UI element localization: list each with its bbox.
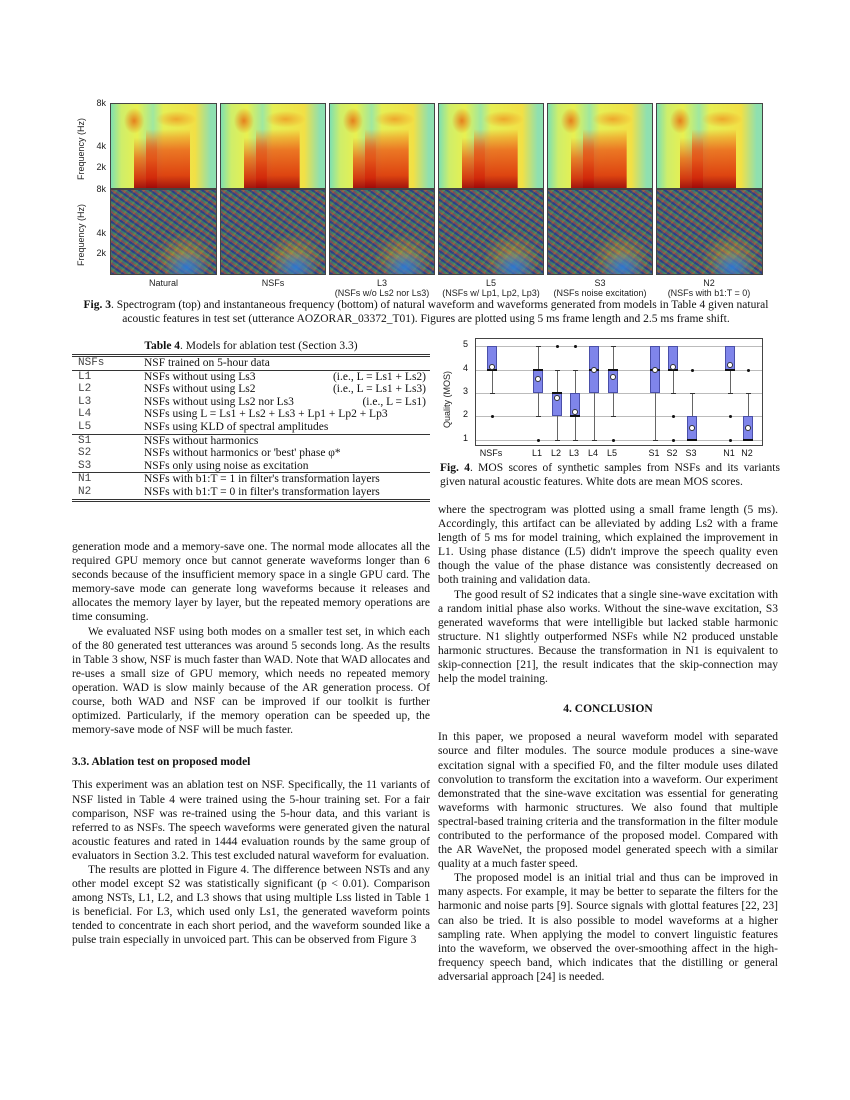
whisker-cap bbox=[536, 416, 541, 417]
outlier-dot bbox=[672, 439, 675, 442]
spectrogram-s3 bbox=[547, 103, 653, 189]
fig3-top-ylabel: Frequency (Hz) bbox=[76, 117, 86, 180]
fig3-caption bbox=[72, 298, 780, 326]
spectrogram-natural bbox=[110, 103, 217, 189]
fig4-caption-label: Fig. 4 bbox=[440, 462, 470, 474]
gridline bbox=[476, 393, 762, 394]
outlier-dot bbox=[672, 415, 675, 418]
table4-caption: Table 4. Models for ablation test (Section 3.3) bbox=[144, 340, 358, 352]
median-line bbox=[725, 369, 735, 371]
table-4 bbox=[72, 340, 430, 502]
whisker-cap bbox=[653, 440, 658, 441]
fig3-caption-label: Fig. 3 bbox=[83, 299, 111, 311]
table-row: L2 NSFs without using Ls2 (i.e., L = Ls1 + Ls3) bbox=[78, 383, 426, 396]
panel-label: L3 (NSFs w/o Ls2 nor Ls3) bbox=[334, 278, 430, 298]
instfreq-n2 bbox=[656, 189, 763, 275]
xtick: NSFs bbox=[479, 448, 503, 458]
ytick: 8k bbox=[96, 98, 106, 108]
instfreq-l3 bbox=[329, 189, 435, 275]
fig4-plot-area bbox=[475, 338, 763, 446]
xtick: S2 bbox=[666, 448, 678, 458]
whisker-cap bbox=[490, 393, 495, 394]
xtick: L5 bbox=[606, 448, 617, 458]
outlier-dot bbox=[491, 415, 494, 418]
left-column bbox=[72, 540, 430, 948]
xtick: N1 bbox=[723, 448, 735, 458]
outlier-dot bbox=[691, 369, 694, 372]
ytick: 4k bbox=[96, 228, 106, 238]
whisker-cap bbox=[671, 393, 676, 394]
ytick: 4k bbox=[96, 141, 106, 151]
xtick: L3 bbox=[568, 448, 579, 458]
whisker-cap bbox=[555, 370, 560, 371]
fig4-caption bbox=[440, 461, 780, 489]
mean-dot bbox=[535, 376, 541, 382]
fig3-bottom-ylabel: Frequency (Hz) bbox=[76, 203, 86, 266]
panel-label: L5 (NSFs w/ Lp1, Lp2, Lp3) bbox=[442, 278, 540, 298]
ytick: 2k bbox=[96, 248, 106, 258]
whisker-cap bbox=[573, 370, 578, 371]
instfreq-s3 bbox=[547, 189, 653, 275]
xtick: L1 bbox=[531, 448, 542, 458]
spectrogram-l3 bbox=[329, 103, 435, 189]
ytick: 1 bbox=[462, 432, 468, 443]
mean-dot bbox=[591, 367, 597, 373]
panel-label: N2 (NSFs with b1:T = 0) bbox=[667, 278, 751, 298]
xtick: L2 bbox=[550, 448, 561, 458]
mean-dot bbox=[727, 362, 733, 368]
mean-dot bbox=[610, 374, 616, 380]
median-line bbox=[570, 415, 580, 417]
whisker-cap bbox=[555, 440, 560, 441]
spectrogram-nsfs bbox=[220, 103, 326, 189]
instfreq-l5 bbox=[438, 189, 544, 275]
paragraph: The results are plotted in Figure 4. The difference between NSTs and any other model except S2 was statistically significant (p < 0.01). Comparison among NSTs, L1, L2, and L3 shows that using multiple Lss listed in Table 1 is beneficial. For L3, which used only Ls1, the generated waveform points tended to concentrate in each short period, and the waveform sounded like a pulse train especially in unvoiced part. This can be observed from Figure 3 bbox=[72, 863, 430, 947]
median-line bbox=[743, 439, 753, 441]
panel-label: Natural bbox=[148, 278, 178, 288]
outlier-dot bbox=[612, 439, 615, 442]
paragraph: generation mode and a memory-save one. The normal mode allocates all the required GPU memory once but cannot generate waveforms longer than 6 seconds because of the insufficient memory space in a single GPU card. The memory-save mode can generate long waveforms because it releases and allocates the memory layer by layer, but the repeated memory operations are time consuming. bbox=[72, 541, 430, 624]
mean-dot bbox=[652, 367, 658, 373]
whisker-cap bbox=[746, 393, 751, 394]
table-row: N2 NSFs with b1:T = 0 in filter's transformation layers bbox=[78, 485, 380, 498]
table-row: S2 NSFs without harmonics or 'best' phase φ* bbox=[78, 447, 341, 460]
table-row: L1 NSFs without using Ls3 (i.e., L = Ls1 + Ls2) bbox=[78, 370, 426, 383]
ytick: 3 bbox=[462, 386, 468, 396]
outlier-dot bbox=[729, 415, 732, 418]
instfreq-natural bbox=[110, 189, 217, 275]
whisker-cap bbox=[573, 440, 578, 441]
mean-dot bbox=[554, 395, 560, 401]
outlier-dot bbox=[556, 345, 559, 348]
section-heading-3-3: 3.3. Ablation test on proposed model bbox=[72, 756, 251, 769]
paragraph: In this paper, we proposed a neural waveform model with separated source and filter modules. The source module produces a sine-wave excitation signal with a specified F0, and the filter module uses dilated convolution to transform the excitation into a waveform. Our experiment demonstrated that the sine-wave excitation was essential for generating waveforms with harmonic structures. We also found that multiple spectral-based training criteria and the transformation in the filter module contributed to the performance of the proposed model. Compared with the AR WaveNet, the proposed model generated speech with a similar quality at a much faster speed. bbox=[438, 731, 778, 871]
median-line bbox=[687, 439, 697, 441]
table-row: S3 NSFs only using noise as excitation bbox=[78, 459, 309, 472]
fig4-caption-text: . MOS scores of synthetic samples from NSFs and its variants given natural acoustic features. White dots are mean MOS scores. bbox=[440, 462, 780, 488]
paragraph: This experiment was an ablation test on NSF. Specifically, the 11 variants of NSF listed in Table 4 were trained using the 5-hour training set. For a fair comparison, NSF was re-trained using the 5-hour data, and this variant is referred to as NSFs. The speech waveforms were generated given the natural acoustic features and rated in 1444 evaluation rounds by the same group of evaluators in Section 3.2. This test excluded natural waveform for evaluation. bbox=[72, 779, 430, 862]
outlier-dot bbox=[729, 439, 732, 442]
outlier-dot bbox=[537, 439, 540, 442]
xtick: L4 bbox=[587, 448, 598, 458]
panel-label: S3 (NSFs noise excitation) bbox=[553, 278, 647, 298]
median-line bbox=[533, 369, 543, 371]
whisker-cap bbox=[592, 440, 597, 441]
fig4-ylabel: Quality (MOS) bbox=[442, 370, 452, 428]
gridline bbox=[476, 346, 762, 347]
gridline bbox=[476, 370, 762, 371]
paragraph: The good result of S2 indicates that a single sine-wave excitation with a random initial phase also works. Without the sine-wave excitation, S3 generated waveforms that were intelligible but lacked stable harmonic structure. N1 slightly outperformed NSFs while N2 produced unstable harmonic structures. Because the transformation in N1 is equivalent to skip-connection [21], the result indicates that the skip-connection may help the model training. bbox=[438, 588, 778, 686]
xtick: S1 bbox=[648, 448, 660, 458]
ytick: 8k bbox=[96, 184, 106, 194]
table-row: L4 NSFs using L = Ls1 + Ls2 + Ls3 + Lp1 + Lp2 + Lp3 bbox=[78, 408, 388, 421]
panel-label: NSFs bbox=[261, 278, 285, 288]
xtick: S3 bbox=[685, 448, 697, 458]
ytick: 2k bbox=[96, 162, 106, 172]
table4-grid bbox=[72, 354, 430, 502]
figure-4-boxplot bbox=[440, 333, 780, 458]
median-line bbox=[552, 392, 562, 394]
table-row: N1 NSFs with b1:T = 1 in filter's transformation layers bbox=[78, 473, 380, 486]
outlier-dot bbox=[574, 345, 577, 348]
paragraph: We evaluated NSF using both modes on a smaller test set, in which each of the 80 generated test utterances was around 5 seconds long. As the results in Table 3 show, NSF is much faster than WAD. Note that WAD allocates and re-uses a small size of GPU memory, which needs no repeated memory operation. WAD is slow mainly because of the AR generation process. Of course, both WAD and NSF can be improved if our toolkit is further optimized. Particularly, if the memory operation can be speeded up, the memory-save mode of NSF will be much faster. bbox=[72, 625, 430, 737]
whisker-cap bbox=[611, 416, 616, 417]
fig3-caption-text: . Spectrogram (top) and instantaneous frequency (bottom) of natural waveform and waveforms generated from models in Table 4 given natural acoustic features in test set (utterance AOZORAR_03372_T01). Figures are plotted using 5 ms frame length and 2.5 ms frame shift. bbox=[111, 299, 769, 325]
ytick: 5 bbox=[462, 339, 468, 350]
outlier-dot bbox=[747, 369, 750, 372]
mean-dot bbox=[572, 409, 578, 415]
figure-3 bbox=[70, 98, 780, 298]
paragraph: where the spectrogram was plotted using a small frame length (5 ms). Accordingly, this artifact can be alleviated by adding Ls2 with a frame length of 5 ms for model training, which explained the improvement in L1. Using phase distance (L5) didn't improve the speech quality even though the value of the phase distance was consistently decreased on both training and validation data. bbox=[438, 504, 778, 587]
gridline bbox=[476, 416, 762, 417]
gridline bbox=[476, 440, 762, 441]
xtick: N2 bbox=[741, 448, 753, 458]
ytick: 2 bbox=[462, 409, 468, 420]
whisker-cap bbox=[690, 393, 695, 394]
table-row: L3 NSFs without using Ls2 nor Ls3 (i.e., L = Ls1) bbox=[78, 395, 426, 408]
paragraph: The proposed model is an initial trial and thus can be improved in many aspects. For example, it may be better to separate the filters for the harmonic and noise parts [9]. Source signals with glottal features [22, 23] can also be tried. It is also possible to model waveforms at a higher sampling rate. When applying the model to convert linguistic features into the waveform, we observed the over-smoothing affect in the high-frequency speech band, which indicates that the distilling or general adversarial approach [24] is needed. bbox=[438, 872, 778, 983]
section-heading-conclusion: 4. CONCLUSION bbox=[563, 703, 653, 716]
table-row: L5 NSFs using KLD of spectral amplitudes bbox=[78, 420, 329, 433]
table-row: S1 NSFs without harmonics bbox=[78, 434, 259, 447]
whisker-cap bbox=[536, 346, 541, 347]
instfreq-nsfs bbox=[220, 189, 326, 275]
whisker-cap bbox=[611, 346, 616, 347]
whisker-cap bbox=[728, 393, 733, 394]
median-line bbox=[608, 369, 618, 371]
spectrogram-l5 bbox=[438, 103, 544, 189]
ytick: 4 bbox=[462, 362, 468, 373]
table-row: NSFs NSF trained on 5-hour data bbox=[78, 357, 270, 369]
right-column bbox=[438, 503, 778, 984]
spectrogram-n2 bbox=[656, 103, 763, 189]
